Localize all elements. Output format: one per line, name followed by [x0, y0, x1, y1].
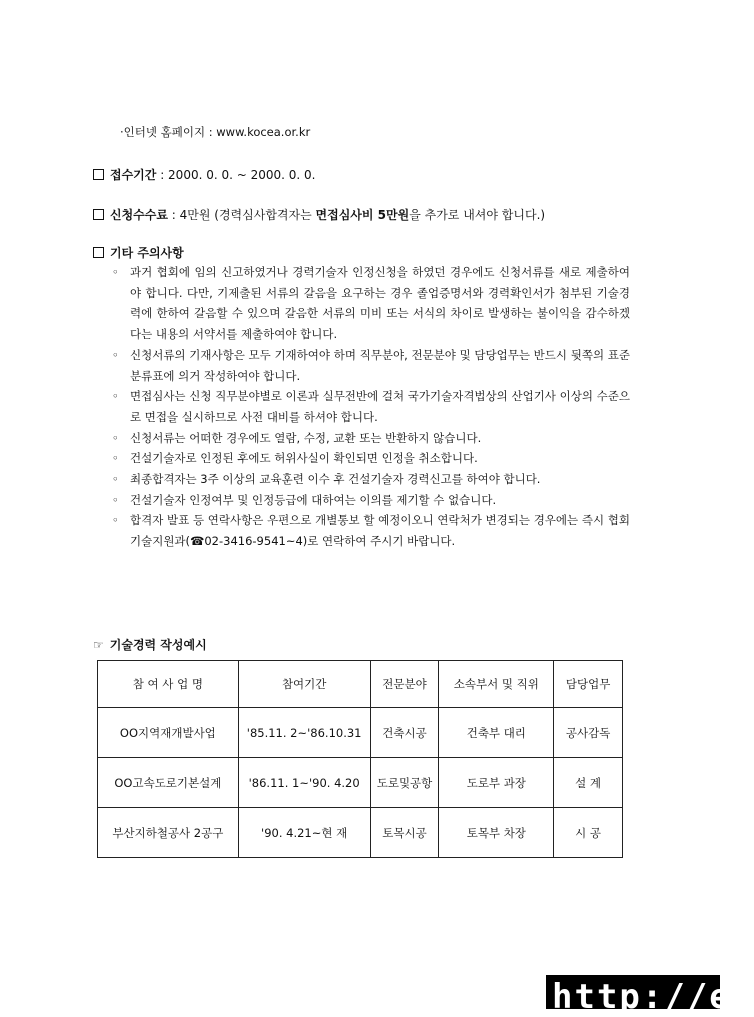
cell-period: '90. 4.21~현 재	[238, 808, 370, 858]
fee-value-bold: 면접심사비 5만원	[315, 208, 410, 222]
checkbox-square-icon	[93, 209, 104, 220]
cell-period: '85.11. 2~'86.10.31	[238, 708, 370, 758]
note-item	[110, 469, 630, 490]
application-fee	[93, 206, 545, 223]
fee-label: 신청수수료	[110, 208, 168, 222]
fee-value-post: 을 추가로 내셔야 합니다.)	[409, 208, 546, 222]
reception-period	[93, 166, 316, 183]
header-project: 참 여 사 업 명	[98, 661, 239, 708]
notes-list	[110, 262, 630, 552]
bullet-icon: ◦	[112, 389, 119, 404]
note-text: 신청서류는 어떠한 경우에도 열람, 수정, 교환 또는 반환하지 않습니다.	[130, 430, 482, 445]
header-specialty: 전문분야	[370, 661, 439, 708]
bullet-icon: ◦	[112, 347, 119, 362]
cell-period: '86.11. 1~'90. 4.20	[238, 758, 370, 808]
watermark-text: http://ef	[552, 977, 754, 1017]
example-title: 기술경력 작성예시	[109, 638, 207, 652]
note-item	[110, 510, 630, 551]
bullet-icon: ◦	[112, 472, 119, 487]
note-text: 최종합격자는 3주 이상의 교육훈련 이수 후 건설기술자 경력신고를 하여야 합니다.	[130, 472, 541, 487]
note-text: 건설기술자로 인정된 후에도 허위사실이 확인되면 인정을 취소합니다.	[130, 451, 478, 466]
cell-department: 토목부 차장	[439, 808, 554, 858]
cell-duty: 공사감독	[554, 708, 623, 758]
bullet-icon: ◦	[112, 265, 119, 279]
cell-specialty: 건축시공	[370, 708, 439, 758]
note-text: 과거 협회에 임의 신고하였거나 경력기술자 인정신청을 하였던 경우에도 신청서류를 새로 제출하여야 합니다. 다만, 기제출된 서류의 갈음을 요구하는 경우 졸업증명서와 경력확인서가 첨부된 기술경력에 한하여 갈음할 수 있으며 갈음한 서류의 미비 또는 서식의 차이로 발생하는 불이익을 감수하겠다는 내용의 서약서를 제출하여야 합니다.	[130, 265, 630, 342]
cell-project: OO지역재개발사업	[98, 708, 239, 758]
bullet-icon: ◦	[112, 451, 119, 466]
note-text: 면접심사는 신청 직무분야별로 이론과 실무전반에 걸쳐 국가기술자격법상의 산업기사 이상의 수준으로 면접을 실시하므로 사전 대비를 하셔야 합니다.	[130, 389, 630, 424]
cell-department: 건축부 대리	[439, 708, 554, 758]
example-heading	[93, 636, 207, 653]
note-item	[110, 386, 630, 427]
note-item	[110, 262, 630, 345]
cell-project: 부산지하철공사 2공구	[98, 808, 239, 858]
table-row	[98, 808, 623, 858]
career-example-table	[97, 660, 623, 858]
table-row	[98, 708, 623, 758]
homepage-line: ·인터넷 홈페이지 : www.kocea.or.kr	[120, 125, 311, 139]
note-text: 신청서류의 기재사항은 모두 기재하여야 하며 직무분야, 전문분야 및 담당업무는 반드시 뒷쪽의 표준분류표에 의거 작성하여야 합니다.	[130, 347, 630, 383]
cell-duty: 시 공	[554, 808, 623, 858]
bullet-icon: ◦	[112, 492, 119, 507]
reception-label: 접수기간	[110, 168, 157, 182]
bullet-icon: ◦	[112, 430, 119, 445]
note-item	[110, 448, 630, 469]
table-row	[98, 758, 623, 808]
watermark-logo	[546, 975, 754, 1017]
checkbox-square-icon	[93, 247, 104, 258]
header-duty: 담당업무	[554, 661, 623, 708]
cell-project: OO고속도로기본설계	[98, 758, 239, 808]
note-item	[110, 428, 630, 449]
note-item	[110, 345, 630, 386]
checkbox-square-icon	[93, 169, 104, 180]
header-period: 참여기간	[238, 661, 370, 708]
cell-department: 도로부 과장	[439, 758, 554, 808]
pointing-hand-icon: ☞	[93, 638, 104, 652]
cell-duty: 설 계	[554, 758, 623, 808]
note-text: 건설기술자 인정여부 및 인정등급에 대하여는 이의를 제기할 수 없습니다.	[130, 492, 497, 507]
reception-value: : 2000. 0. 0. ~ 2000. 0. 0.	[156, 168, 316, 182]
cell-specialty: 도로및공항	[370, 758, 439, 808]
bullet-icon: ◦	[112, 513, 119, 528]
notes-label: 기타 주의사항	[110, 246, 184, 260]
note-item	[110, 490, 630, 511]
fee-value-pre: : 4만원 (경력심사합격자는	[167, 208, 316, 222]
notes-heading	[93, 244, 184, 261]
table-header-row	[98, 661, 623, 708]
header-department: 소속부서 및 직위	[439, 661, 554, 708]
note-text: 합격자 발표 등 연락사항은 우편으로 개별통보 할 예정이오니 연락처가 변경되는 경우에는 즉시 협회 기술지원과(☎02-3416-9541~4)로 연락하여 주시기 바랍니다.	[130, 513, 630, 549]
cell-specialty: 토목시공	[370, 808, 439, 858]
